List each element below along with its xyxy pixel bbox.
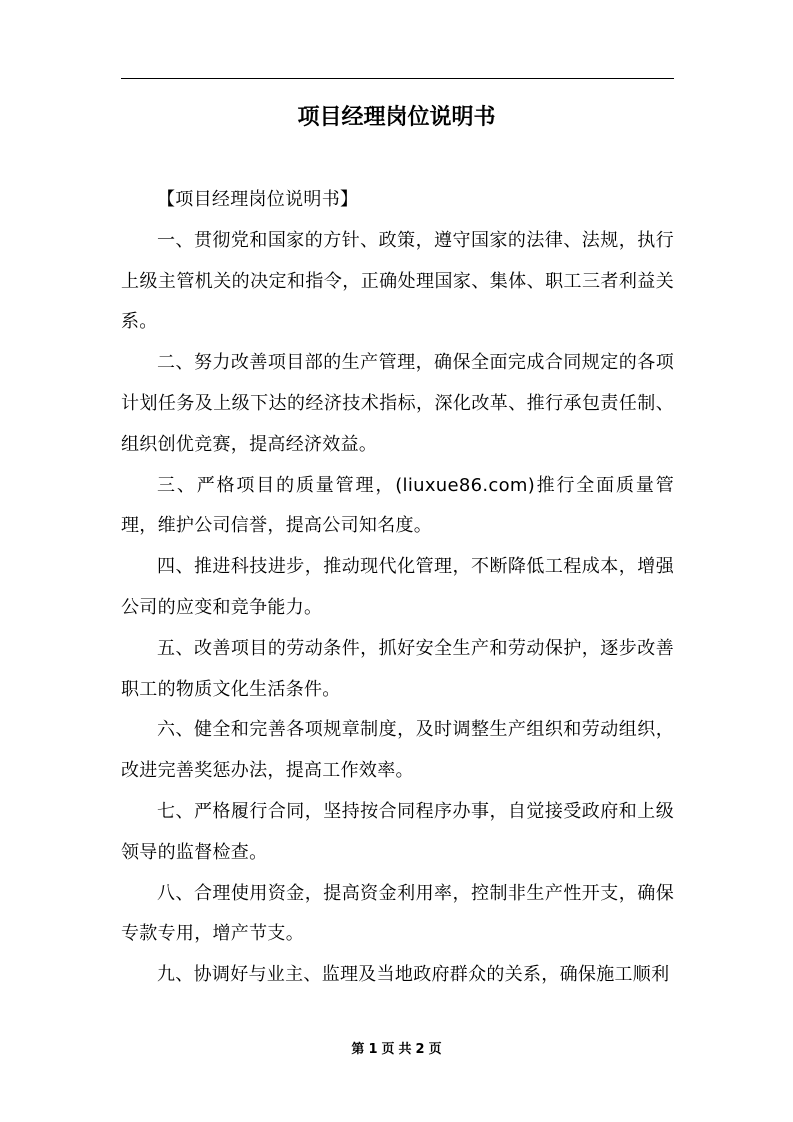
footer-current-page: 1	[368, 1042, 378, 1057]
paragraph-7: 七、严格履行合同，坚持按合同程序办事，自觉接受政府和上级领导的监督检查。	[121, 800, 674, 863]
footer-prefix: 第	[351, 1042, 365, 1057]
document-title: 项目经理岗位说明书	[297, 105, 496, 130]
footer-total-pages: 2	[415, 1042, 425, 1057]
document-body	[121, 180, 674, 996]
header-rule	[121, 78, 674, 79]
paragraph-9: 九、协调好与业主、监理及当地政府群众的关系，确保施工顺利	[157, 964, 670, 986]
paragraph-2: 二、努力改善项目部的生产管理，确保全面完成合同规定的各项计划任务及上级下达的经济技术指标，深化改革、推行承包责任制、组织创优竞赛，提高经济效益。	[121, 352, 674, 455]
footer-page-word: 页	[381, 1042, 395, 1057]
paragraph-6: 六、健全和完善各项规章制度，及时调整生产组织和劳动组织，改进完善奖惩办法，提高工作效率。	[121, 719, 674, 782]
paragraph-8: 八、合理使用资金，提高资金利用率，控制非生产性开支，确保专款专用，增产节支。	[121, 882, 674, 945]
page-footer	[0, 1040, 793, 1060]
paragraph-5: 五、改善项目的劳动条件，抓好安全生产和劳动保护，逐步改善职工的物质文化生活条件。	[121, 637, 674, 700]
paragraph-1: 一、贯彻党和国家的方针、政策，遵守国家的法律、法规，执行上级主管机关的决定和指令，正确处理国家、集体、职工三者利益关系。	[121, 229, 674, 333]
section-heading: 【项目经理岗位说明书】	[157, 189, 359, 210]
footer-suffix: 页	[428, 1042, 442, 1057]
paragraph-3: 三、严格项目的质量管理，(liuxue86.com)推行全面质量管理，维护公司信誉，提高公司知名度。	[121, 474, 674, 537]
footer-total-word: 共	[398, 1042, 412, 1057]
paragraph-4: 四、推进科技进步，推动现代化管理，不断降低工程成本，增强公司的应变和竞争能力。	[121, 556, 674, 618]
